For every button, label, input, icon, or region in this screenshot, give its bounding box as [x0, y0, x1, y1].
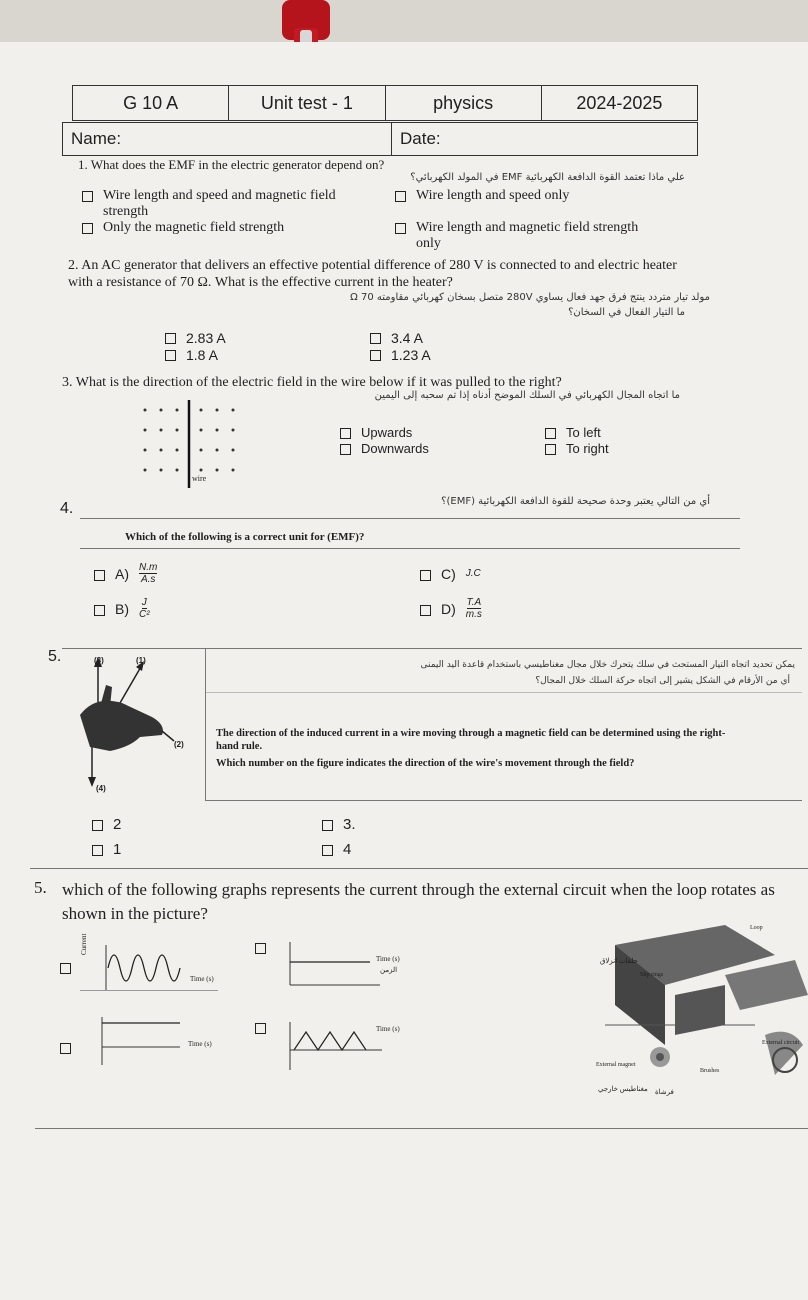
q3-option-d[interactable]: To right	[545, 441, 609, 457]
graph-b-x-label: Time (s)	[376, 955, 400, 963]
q4-arabic: أي من التالي يعتبر وحدة صحيحة للقوة الدافعة الكهربائية (EMF)؟	[441, 496, 710, 507]
q5-arabic-2: أي من الأرقام في الشكل يشير إلى اتجاه حركة السلك خلال المجال؟	[535, 676, 790, 686]
q5-divider	[205, 648, 206, 800]
q2-option-a[interactable]: 2.83 A	[165, 330, 226, 346]
checkbox-icon[interactable]	[165, 333, 176, 344]
checkbox-icon[interactable]	[340, 428, 351, 439]
checkbox-icon[interactable]	[94, 605, 105, 616]
class-cell: G 10 A	[73, 86, 229, 120]
checkbox-icon[interactable]	[395, 191, 406, 202]
fig-label-external-magnet: External magnet	[596, 1062, 636, 1068]
checkbox-icon[interactable]	[82, 223, 93, 234]
graph-d-x-label: Time (s)	[376, 1025, 400, 1033]
q6-rule-bottom	[35, 1128, 808, 1129]
q5-option-c[interactable]: 1	[92, 842, 121, 858]
q2-option-c[interactable]: 1.8 A	[165, 347, 218, 363]
q4-option-b[interactable]: B) $\frac{J}{\text{C²}}$	[94, 597, 150, 620]
q6-text: which of the following graphs represents the current through the external circuit when the loop rotates as shown in the picture?	[62, 880, 775, 923]
checkbox-icon[interactable]	[545, 428, 556, 439]
checkbox-icon[interactable]	[370, 333, 381, 344]
q5-text-1: The direction of the induced current in a wire moving through a magnetic field can be determined using the right-hand rule.	[216, 728, 726, 752]
q4-option-a[interactable]: A) $\frac{N.m}{A.s}$	[94, 562, 157, 585]
q2-arabic-2: ما التيار الفعال في السخان؟	[568, 307, 685, 318]
q3-option-b[interactable]: To left	[545, 425, 601, 441]
checkbox-icon[interactable]	[92, 820, 103, 831]
q3-option-c[interactable]: Downwards	[340, 441, 429, 457]
checkbox-icon[interactable]	[340, 444, 351, 455]
q5-text-2: Which number on the figure indicates the direction of the wire's movement through the field?	[216, 758, 635, 769]
checkbox-icon[interactable]	[545, 444, 556, 455]
graph-a-sine	[82, 940, 217, 995]
magnetic-field-dots-figure	[135, 398, 245, 490]
fig-label-external-magnet-ar: مغناطيس خارجي	[598, 1085, 648, 1093]
q3-arabic: ما اتجاه المجال الكهربائي في السلك الموضح أدناه إذا تم سحبه إلى اليمين	[374, 390, 680, 401]
graph-a-checkbox[interactable]	[60, 963, 71, 974]
q2-text: 2. An AC generator that delivers an effective potential difference of 280 V is connected to and electric heater with a resistance of 70 Ω. What is the effective current in the heater?	[68, 258, 677, 290]
label-2: (2)	[174, 740, 184, 749]
fig-label-slip-rings: Slip rings	[640, 972, 664, 978]
q2-arabic-1: مولد تيار متردد ينتج فرق جهد فعال يساوي 280V متصل بسخان كهربائي مقاومته 70 Ω	[350, 292, 710, 303]
graph-c-x-label: Time (s)	[188, 1040, 212, 1048]
fig-label-brushes-ar: فرشاة	[655, 1088, 674, 1096]
graph-a-y-label: Current	[80, 933, 88, 955]
q4-option-c[interactable]: C) J.C	[420, 566, 481, 582]
q5-option-b[interactable]: 3.	[322, 817, 356, 833]
q4-text: Which of the following is a correct unit for (EMF)?	[125, 531, 365, 543]
q4-option-d[interactable]: D) $\frac{T.A}{m.s}$	[420, 597, 482, 620]
unit-fraction: $\frac{N.m}{A.s}$	[139, 562, 158, 585]
checkbox-icon[interactable]	[322, 820, 333, 831]
graph-b-x-label-ar: الزمن	[380, 966, 398, 974]
checkbox-icon[interactable]	[370, 350, 381, 361]
name-date-row	[62, 122, 698, 156]
right-hand-rule-figure	[70, 655, 200, 795]
q6-rule-top	[30, 868, 808, 869]
q1-text: 1. What does the EMF in the electric generator depend on?	[78, 157, 385, 172]
fig-label-brushes: Brushes	[700, 1068, 720, 1074]
q2-option-d[interactable]: 1.23 A	[370, 347, 431, 363]
checkbox-icon[interactable]	[322, 845, 333, 856]
fig-label-slip-rings-ar: حلقات انزلاق	[600, 957, 638, 965]
subject-cell: physics	[386, 86, 542, 120]
header-table	[72, 85, 698, 121]
fig-label-loop: Loop	[750, 925, 763, 931]
ac-generator-figure	[575, 915, 808, 1100]
q5-rule-bottom	[205, 800, 802, 801]
q5-arabic-rule	[206, 692, 802, 693]
q4-number: 4.	[60, 500, 74, 517]
q4-rule-bottom	[80, 548, 740, 549]
graph-b-constant	[270, 940, 390, 990]
test-cell: Unit test - 1	[229, 86, 385, 120]
checkbox-icon[interactable]	[92, 845, 103, 856]
q3-option-a[interactable]: Upwards	[340, 425, 412, 441]
name-label: Name:	[63, 123, 392, 155]
q5-arabic-1: يمكن تحديد اتجاه التيار المستحث في سلك يتحرك خلال مجال مغناطيسي باستخدام قاعدة اليد اليمنى	[420, 660, 795, 670]
year-cell: 2024-2025	[576, 92, 663, 113]
graph-c-checkbox[interactable]	[60, 1043, 71, 1054]
q2-option-b[interactable]: 3.4 A	[370, 330, 423, 346]
unit-fraction: $\frac{J}{\text{C²}}$	[139, 597, 150, 620]
q1-option-b[interactable]: Wire length and speed only	[395, 188, 695, 204]
graph-d-rectified	[272, 1020, 392, 1075]
q5-number: 5.	[48, 648, 62, 665]
label-3: (3)	[94, 656, 104, 665]
q1-arabic: علي ماذا تعتمد القوة الدافعة الكهربائية EMF في المولد الكهربائي؟	[410, 172, 685, 183]
checkbox-icon[interactable]	[82, 191, 93, 202]
label-1: (1)	[136, 656, 146, 665]
graph-a-frame	[80, 990, 218, 991]
checkbox-icon[interactable]	[420, 605, 431, 616]
q1-option-c[interactable]: Only the magnetic field strength	[82, 220, 372, 236]
checkbox-icon[interactable]	[165, 350, 176, 361]
q5-rule-top	[62, 648, 802, 649]
q1-option-a[interactable]: Wire length and speed and magnetic field strength	[82, 188, 372, 220]
checkbox-icon[interactable]	[395, 223, 406, 234]
q5-option-a[interactable]: 2	[92, 817, 121, 833]
checkbox-icon[interactable]	[420, 570, 431, 581]
checkbox-icon[interactable]	[94, 570, 105, 581]
graph-d-checkbox[interactable]	[255, 1023, 266, 1034]
label-4: (4)	[96, 784, 106, 793]
unit-fraction: $\frac{T.A}{m.s}$	[465, 597, 482, 620]
q5-option-d[interactable]: 4	[322, 842, 351, 858]
wire-label: wire	[192, 474, 207, 483]
date-label: Date:	[400, 129, 441, 148]
q3-text: 3. What is the direction of the electric field in the wire below if it was pulled to the right?	[62, 375, 562, 390]
fig-label-external-circuit: External circuit	[762, 1040, 800, 1046]
graph-b-checkbox[interactable]	[255, 943, 266, 954]
graph-a-x-label: Time (s)	[190, 975, 214, 983]
q4-rule-top	[80, 518, 740, 519]
q6-number: 5.	[34, 878, 47, 897]
q1-option-d[interactable]: Wire length and magnetic field strength only	[395, 220, 645, 252]
